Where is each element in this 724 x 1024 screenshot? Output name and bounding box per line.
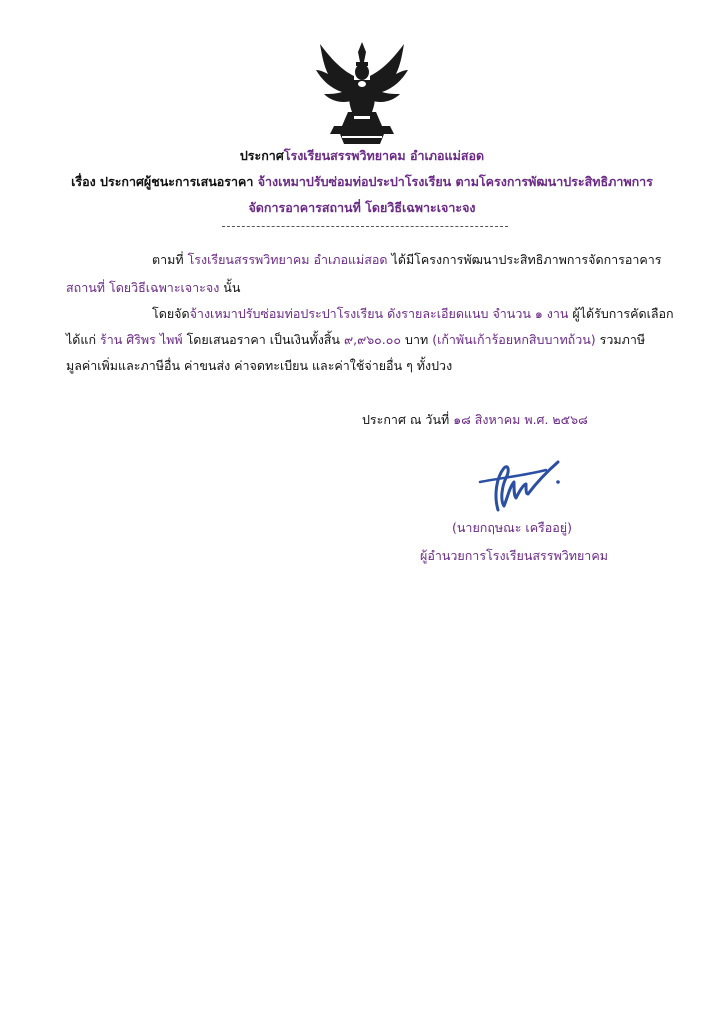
announcement-subject (0, 172, 724, 192)
announcement-title (0, 146, 724, 166)
p2-text-b: ผู้ได้รับการคัดเลือก (568, 306, 674, 321)
p2-amount-text: (เก้าพันเก้าร้อยหกสิบบาทถ้วน) (432, 332, 596, 347)
announce-label: ประกาศ ณ วันที่ (362, 412, 454, 427)
subject-label: เรื่อง ประกาศผู้ชนะการเสนอราคา (71, 174, 258, 189)
p1-text-a: ตามที่ (152, 252, 188, 267)
paragraph-1-line-2 (66, 278, 240, 298)
subject-continuation: จัดการอาคารสถานที่ โดยวิธีเฉพาะเจาะจง (248, 200, 476, 215)
paragraph-1-line-1 (152, 250, 662, 270)
paragraph-2-line-3: มูลค่าเพิ่มและภาษีอื่น ค่าขนส่ง ค่าจดทะเบียน และค่าใช้จ่ายอื่น ๆ ทั้งปวง (66, 358, 453, 373)
p2-amount: ๙,๙๖๐.๐๐ (343, 332, 402, 347)
p1-text-b: ได้มีโครงการพัฒนาประสิทธิภาพการจัดการอาคาร (387, 252, 662, 267)
p2-text-a: โดยจัด (152, 306, 190, 321)
p1-school: โรงเรียนสรรพวิทยาคม อำเภอแม่สอด (187, 252, 388, 267)
signer-name: (นายกฤษณะ เครืออยู่) (452, 520, 572, 535)
announce-date: ๑๘ สิงหาคม พ.ศ. ๒๕๖๘ (453, 412, 588, 427)
p2-job: จ้างเหมาปรับซ่อมท่อประปาโรงเรียน ดังรายละเอียดแนบ จำนวน ๑ งาน (189, 306, 569, 321)
p2-text-e: บาท (401, 332, 433, 347)
signer-position: ผู้อำนวยการโรงเรียนสรรพวิทยาคม (420, 548, 608, 563)
paragraph-2-line-1 (152, 304, 674, 324)
announce-date-line (362, 410, 588, 430)
p1-text-d: นั้น (219, 280, 241, 295)
divider-line (222, 226, 508, 227)
p2-text-f: รวมภาษี (595, 332, 646, 347)
p1-text-c: สถานที่ โดยวิธีเฉพาะเจาะจง (66, 280, 220, 295)
title-prefix: ประกาศ (239, 148, 284, 163)
p2-text-d: โดยเสนอราคา เป็นเงินทั้งสิ้น (182, 332, 344, 347)
title-school: โรงเรียนสรรพวิทยาคม อำเภอแม่สอด (283, 148, 485, 163)
p2-text-c: ได้แก่ (66, 332, 101, 347)
garuda-emblem-icon (314, 40, 410, 146)
p2-vendor: ร้าน ศิริพร ไพพ์ (100, 332, 183, 347)
signature-image (470, 456, 566, 518)
paragraph-2-line-2 (66, 330, 645, 350)
subject-main: จ้างเหมาปรับซ่อมท่อประปาโรงเรียน ตามโครงการพัฒนาประสิทธิภาพการ (257, 174, 653, 189)
